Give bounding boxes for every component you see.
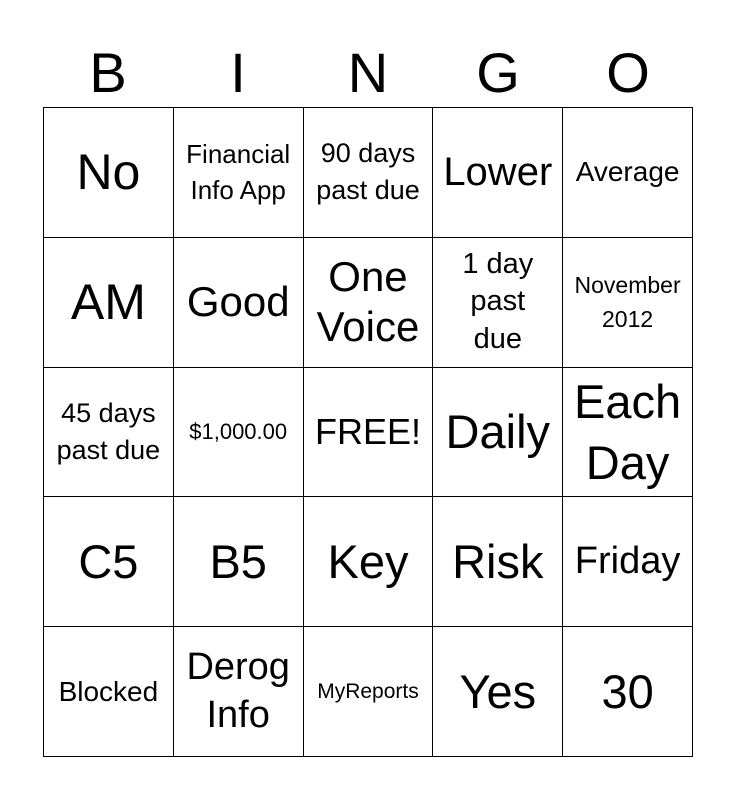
cell-text: Each Day [574, 374, 682, 489]
bingo-cell[interactable] [304, 368, 434, 498]
bingo-cell[interactable] [304, 108, 434, 238]
cell-text: Blocked [58, 675, 159, 707]
cell-text: Key [327, 535, 409, 589]
cell-text: Lower [443, 150, 553, 195]
bingo-cell[interactable] [174, 627, 304, 757]
cell-text: Daily [445, 405, 551, 459]
cell-text: No [76, 144, 141, 201]
bingo-header [43, 40, 693, 106]
bingo-cell[interactable] [433, 108, 563, 238]
cell-text: Risk [452, 535, 544, 589]
cell-text: Friday [574, 540, 681, 583]
bingo-cell[interactable] [304, 497, 434, 627]
cell-text: C5 [78, 535, 139, 589]
cell-text: AM [70, 274, 146, 331]
cell-text: $1,000.00 [189, 419, 288, 445]
bingo-cell[interactable] [563, 497, 693, 627]
cell-text: Financial Info App [186, 139, 291, 206]
header-letter-b: B [89, 41, 127, 104]
bingo-cell[interactable] [563, 108, 693, 238]
bingo-cell[interactable] [174, 238, 304, 368]
header-letter-o: O [606, 41, 650, 104]
bingo-cell[interactable] [174, 108, 304, 238]
bingo-cell[interactable] [304, 627, 434, 757]
bingo-cell[interactable] [44, 368, 174, 498]
bingo-cell[interactable] [563, 627, 693, 757]
bingo-cell[interactable] [433, 368, 563, 498]
cell-text: November 2012 [574, 271, 681, 333]
bingo-cell[interactable] [44, 497, 174, 627]
cell-text: Yes [459, 665, 537, 719]
bingo-cell[interactable] [174, 368, 304, 498]
cell-text: 30 [601, 665, 654, 719]
cell-text: FREE! [314, 411, 421, 453]
cell-text: B5 [209, 535, 267, 589]
bingo-cell[interactable] [433, 627, 563, 757]
cell-text: Average [575, 156, 680, 188]
header-letter-i: I [230, 41, 246, 104]
header-letter-n: N [347, 41, 389, 104]
cell-text: 45 days past due [56, 397, 161, 465]
cell-text: 90 days past due [316, 138, 420, 206]
bingo-cell[interactable] [563, 238, 693, 368]
header-letter-g: G [476, 41, 520, 104]
bingo-cell[interactable] [304, 238, 434, 368]
cell-text: One Voice [316, 252, 420, 351]
cell-text: Good [186, 278, 290, 325]
cell-text: MyReports [317, 679, 419, 703]
bingo-cell[interactable] [433, 238, 563, 368]
bingo-board [43, 107, 693, 757]
bingo-cell[interactable] [44, 238, 174, 368]
bingo-cell[interactable] [433, 497, 563, 627]
cell-text: Derog Info [186, 646, 290, 736]
bingo-cell[interactable] [563, 368, 693, 498]
bingo-cell[interactable] [44, 627, 174, 757]
bingo-cell[interactable] [44, 108, 174, 238]
cell-text: 1 day past due [462, 247, 534, 356]
bingo-cell[interactable] [174, 497, 304, 627]
